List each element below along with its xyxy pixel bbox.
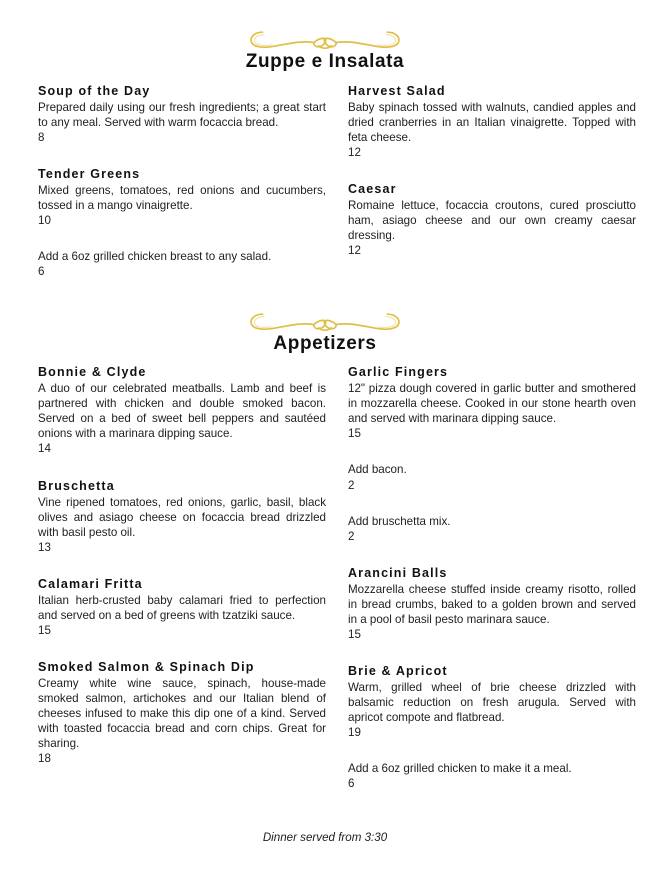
spacer <box>38 568 326 576</box>
section-columns-appetizers <box>38 364 636 804</box>
menu-item[interactable] <box>348 364 636 441</box>
menu-item[interactable] <box>348 565 636 642</box>
menu-item-description: Italian herb-crusted baby calamari fried to perfection and served on a bed of greens with tzatziki sauce. <box>38 593 326 622</box>
menu-item-price: 13 <box>38 540 51 554</box>
menu-item[interactable] <box>38 364 326 456</box>
spacer <box>348 655 636 663</box>
menu-page <box>0 28 650 869</box>
menu-item[interactable] <box>38 576 326 638</box>
spacer <box>348 557 636 565</box>
menu-item-description: Mozzarella cheese stuffed inside creamy risotto, rolled in bread crumbs, baked to a golden brown and served in a pool of basil pesto marinara sauce. <box>348 582 636 626</box>
menu-item-name: Brie & Apricot <box>348 663 448 678</box>
menu-item-name: Soup of the Day <box>38 83 151 98</box>
menu-item-price: 12 <box>348 146 361 160</box>
menu-item-name: Calamari Fritta <box>38 576 143 591</box>
section-header-appetizers <box>38 310 612 355</box>
column-right <box>348 83 636 293</box>
menu-addon-text: Add a 6oz grilled chicken breast to any salad. <box>38 250 272 264</box>
menu-item-price: 8 <box>38 130 45 144</box>
menu-item-description: Prepared daily using our fresh ingredients; a great start to any meal. Served with warm focaccia bread. <box>38 100 326 129</box>
menu-addon[interactable] <box>348 761 636 791</box>
menu-item-description: Creamy white wine sauce, spinach, house-made smoked salmon, artichokes and our Italian blend of cheeses infused to make this dip one of a kind. Served with toasted focaccia bread and corn chips. Great for sharing. <box>38 676 326 751</box>
section-title: Zuppe e Insalata <box>245 51 405 72</box>
menu-addon-text: Add bacon. <box>348 463 407 477</box>
menu-item-name: Caesar <box>348 182 397 197</box>
menu-item[interactable] <box>38 166 326 228</box>
spacer <box>38 158 326 166</box>
menu-addon[interactable] <box>348 462 636 492</box>
menu-addon-price: 6 <box>38 265 45 279</box>
section-header-zuppe-e-insalata <box>38 28 612 73</box>
menu-item-name: Bruschetta <box>38 478 115 493</box>
spacer <box>348 454 636 462</box>
menu-item-price: 18 <box>38 752 51 766</box>
section-title: Appetizers <box>273 333 377 355</box>
menu-item-price: 15 <box>38 623 51 637</box>
menu-item-name: Smoked Salmon & Spinach Dip <box>38 659 255 674</box>
menu-addon-text: Add bruschetta mix. <box>348 514 451 528</box>
menu-item-name: Harvest Salad <box>348 83 446 98</box>
menu-item-name: Arancini Balls <box>348 565 448 580</box>
spacer <box>348 506 636 514</box>
section-columns-zuppe-e-insalata <box>38 83 636 293</box>
column-left <box>38 83 326 293</box>
menu-item-price: 15 <box>348 427 361 441</box>
menu-item[interactable] <box>348 663 636 740</box>
menu-item-name: Tender Greens <box>38 167 141 182</box>
menu-addon-price: 6 <box>348 777 355 791</box>
menu-item-description: A duo of our celebrated meatballs. Lamb and beef is partnered with chicken and double smoked bacon. Served on a bed of sweet bell peppers and sautéed onions with a marinara dipping sauce. <box>38 382 326 441</box>
menu-item-price: 19 <box>348 726 361 740</box>
menu-item-price: 15 <box>348 627 361 641</box>
menu-item-name: Bonnie & Clyde <box>38 365 147 380</box>
menu-item-price: 12 <box>348 244 361 258</box>
menu-item[interactable] <box>38 83 326 145</box>
menu-addon-price: 2 <box>348 529 355 543</box>
menu-addon-text: Add a 6oz grilled chicken to make it a meal. <box>348 762 572 776</box>
footer-note: Dinner served from 3:30 <box>262 831 388 844</box>
menu-item-description: 12" pizza dough covered in garlic butter and smothered in mozzarella cheese. Cooked in our stone hearth oven and served with marinara dipping sauce. <box>348 382 636 426</box>
menu-item-description: Baby spinach tossed with walnuts, candied apples and dried cranberries in an Italian vinaigrette. Topped with feta cheese. <box>348 100 636 144</box>
menu-item-description: Vine ripened tomatoes, red onions, garlic, basil, black olives and asiago cheese on focaccia bread drizzled with basil pesto oil. <box>38 495 326 539</box>
spacer <box>348 753 636 761</box>
menu-item[interactable] <box>38 659 326 766</box>
spacer <box>38 651 326 659</box>
menu-item[interactable] <box>38 478 326 555</box>
spacer <box>348 173 636 181</box>
column-left <box>38 364 326 804</box>
menu-item[interactable] <box>348 83 636 160</box>
menu-item-price: 10 <box>38 214 51 228</box>
menu-addon-price: 2 <box>348 478 355 492</box>
menu-item-name: Garlic Fingers <box>348 365 449 380</box>
menu-addon[interactable] <box>348 514 636 544</box>
menu-item[interactable] <box>348 181 636 258</box>
menu-item-description: Mixed greens, tomatoes, red onions and cucumbers, tossed in a mango vinaigrette. <box>38 184 326 213</box>
menu-addon[interactable] <box>38 249 326 279</box>
menu-item-description: Warm, grilled wheel of brie cheese drizzled with balsamic reduction on fresh arugula. Served with apricot compote and flatbread. <box>348 680 636 725</box>
menu-item-description: Romaine lettuce, focaccia croutons, cured prosciutto ham, asiago cheese and our own creamy caesar dressing. <box>348 199 636 243</box>
spacer <box>38 470 326 478</box>
menu-item-price: 14 <box>38 442 51 456</box>
column-right <box>348 364 636 804</box>
spacer <box>38 241 326 249</box>
